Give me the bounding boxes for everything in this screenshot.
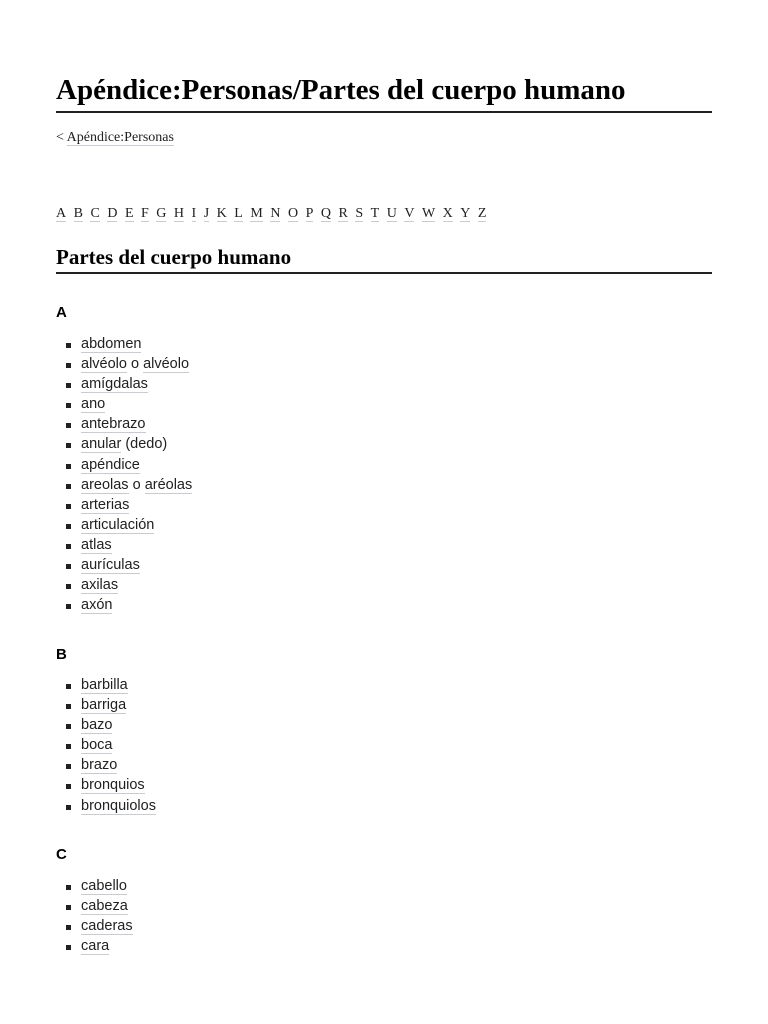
alphabet-link-t[interactable]: T [370, 206, 380, 221]
list-item [56, 434, 192, 454]
alphabet-item [422, 205, 435, 223]
term-link[interactable]: arterias [81, 496, 130, 513]
alphabet-link-n[interactable]: N [270, 206, 281, 221]
alphabet-item [355, 205, 363, 223]
alphabet-link-v[interactable]: V [404, 206, 415, 221]
term-link[interactable]: apéndice [81, 456, 140, 473]
term-link[interactable]: barriga [81, 697, 127, 714]
term-link[interactable]: bronquios [81, 777, 145, 794]
list-item [56, 775, 156, 795]
alphabet-item [217, 205, 227, 223]
term-note: (dedo) [121, 436, 168, 453]
term-list-a [56, 334, 192, 615]
alphabet-item [404, 205, 414, 223]
alphabet-link-z[interactable]: Z [477, 206, 487, 221]
letter-heading-b: B [56, 646, 67, 663]
term-link[interactable]: axilas [81, 577, 119, 594]
list-item [56, 695, 156, 715]
alphabet-item [371, 205, 380, 223]
alphabet-index [56, 205, 494, 223]
term-link[interactable]: boca [81, 737, 113, 754]
alphabet-item [174, 205, 184, 223]
letter-heading-a: A [56, 304, 67, 321]
list-item [56, 876, 133, 896]
alphabet-item [204, 205, 209, 223]
alphabet-link-h[interactable]: H [173, 206, 185, 221]
alphabet-link-w[interactable]: W [421, 206, 436, 221]
list-item [56, 675, 156, 695]
list-item [56, 555, 192, 575]
alphabet-link-y[interactable]: Y [460, 206, 471, 221]
alphabet-link-a[interactable]: A [56, 206, 67, 221]
list-item [56, 394, 192, 414]
alphabet-item [443, 205, 453, 223]
alphabet-link-l[interactable]: L [234, 206, 243, 221]
alphabet-link-o[interactable]: O [287, 206, 299, 221]
alphabet-link-g[interactable]: G [156, 206, 167, 221]
list-item [56, 916, 133, 936]
alphabet-item [156, 205, 166, 223]
alphabet-item [321, 205, 331, 223]
alphabet-item [141, 205, 149, 223]
alphabet-link-i[interactable]: I [191, 206, 197, 221]
breadcrumb-link-personas[interactable]: Apéndice:Personas [66, 130, 174, 145]
term-link[interactable]: antebrazo [81, 416, 146, 433]
term-link[interactable]: bronquiolos [81, 797, 156, 814]
alphabet-link-j[interactable]: J [203, 206, 210, 221]
list-item [56, 334, 192, 354]
alphabet-item [270, 205, 280, 223]
alphabet-link-k[interactable]: K [216, 206, 227, 221]
alphabet-link-u[interactable]: U [386, 206, 397, 221]
alphabet-item [90, 205, 99, 223]
term-link[interactable]: areolas [81, 476, 129, 493]
alphabet-item [306, 205, 314, 223]
alphabet-item [460, 205, 470, 223]
alphabet-link-p[interactable]: P [305, 206, 314, 221]
alphabet-link-e[interactable]: E [124, 206, 134, 221]
list-item [56, 414, 192, 434]
term-link[interactable]: cara [81, 938, 110, 955]
list-item [56, 495, 192, 515]
term-note: o [128, 476, 145, 493]
term-link[interactable]: alvéolo [143, 356, 190, 373]
breadcrumb-prefix: < [56, 130, 67, 145]
alphabet-link-r[interactable]: R [338, 206, 348, 221]
term-link[interactable]: cabeza [81, 898, 128, 915]
alphabet-link-x[interactable]: X [442, 206, 453, 221]
term-list-c [56, 876, 133, 956]
list-item [56, 475, 192, 495]
term-link[interactable]: aurículas [81, 557, 140, 574]
alphabet-item [234, 205, 243, 223]
list-item [56, 715, 156, 735]
alphabet-item [250, 205, 262, 223]
term-link[interactable]: ano [81, 396, 106, 413]
term-list-b [56, 675, 156, 816]
term-link[interactable]: anular [81, 436, 122, 453]
term-link[interactable]: atlas [81, 536, 112, 553]
list-item [56, 354, 192, 374]
term-link[interactable]: bazo [81, 717, 113, 734]
alphabet-item [125, 205, 134, 223]
term-link[interactable]: axón [81, 597, 113, 614]
list-item [56, 735, 156, 755]
term-link[interactable]: alvéolo [81, 356, 127, 373]
term-link[interactable]: amígdalas [81, 376, 148, 393]
alphabet-item [107, 205, 117, 223]
alphabet-link-c[interactable]: C [90, 206, 100, 221]
alphabet-item [56, 205, 66, 223]
alphabet-link-q[interactable]: Q [320, 206, 331, 221]
list-item [56, 575, 192, 595]
alphabet-link-f[interactable]: F [141, 206, 149, 221]
alphabet-item [478, 205, 487, 223]
term-link[interactable]: articulación [81, 516, 155, 533]
term-note: o [126, 356, 144, 373]
alphabet-item [192, 205, 197, 223]
term-link[interactable]: aréolas [144, 476, 193, 493]
term-link[interactable]: caderas [81, 918, 133, 935]
list-item [56, 755, 156, 775]
term-link[interactable]: abdomen [81, 336, 142, 352]
alphabet-link-s[interactable]: S [355, 206, 364, 221]
term-link[interactable]: cabello [81, 878, 127, 894]
section-title: Partes del cuerpo humano [56, 244, 712, 274]
alphabet-item [74, 205, 83, 223]
list-item [56, 595, 192, 615]
alphabet-item [288, 205, 298, 223]
list-item [56, 535, 192, 555]
page-title: Apéndice:Personas/Partes del cuerpo humano [56, 72, 712, 113]
alphabet-link-d[interactable]: D [107, 206, 118, 221]
list-item [56, 936, 133, 956]
list-item [56, 455, 192, 475]
list-item [56, 896, 133, 916]
term-link[interactable]: brazo [81, 757, 118, 774]
letter-heading-c: C [56, 846, 67, 863]
alphabet-item [387, 205, 397, 223]
list-item [56, 515, 192, 535]
alphabet-item [338, 205, 347, 223]
alphabet-link-m[interactable]: M [250, 206, 263, 221]
alphabet-link-b[interactable]: B [73, 206, 83, 221]
list-item [56, 374, 192, 394]
list-item [56, 796, 156, 816]
term-link[interactable]: barbilla [81, 677, 128, 693]
breadcrumb [56, 129, 174, 147]
